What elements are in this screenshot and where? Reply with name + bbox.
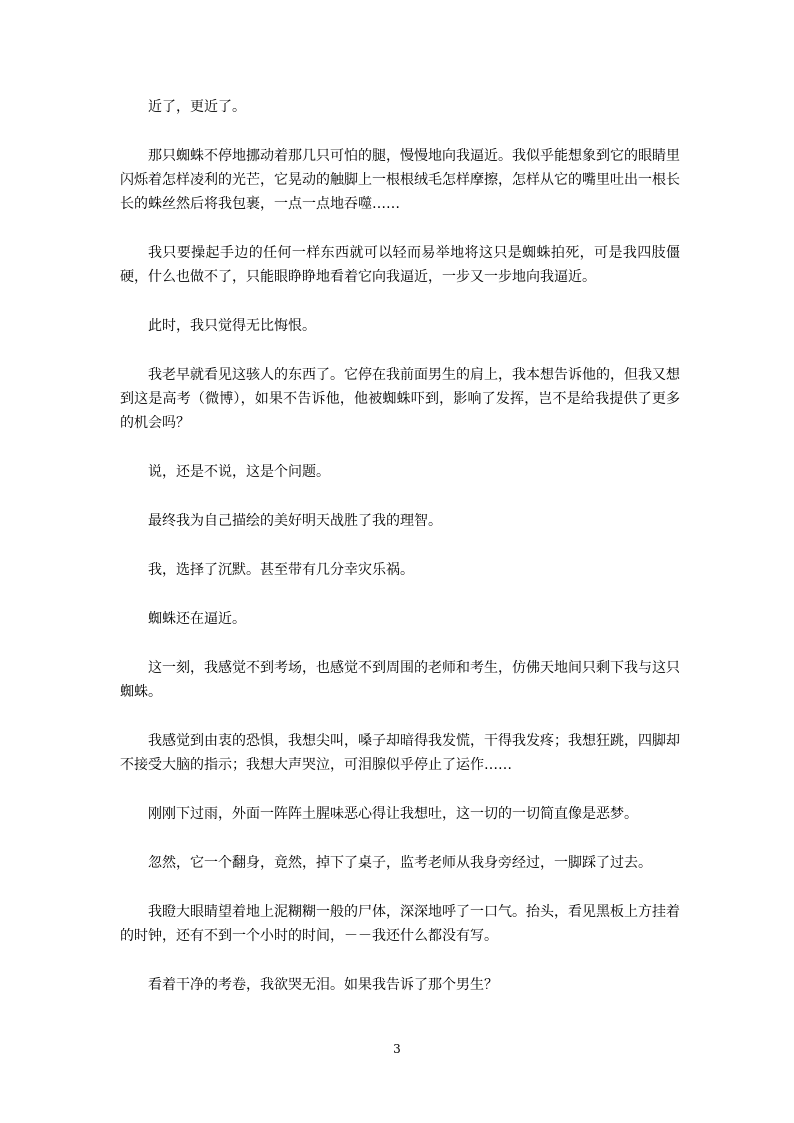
paragraph: 我瞪大眼睛望着地上泥糊糊一般的尸体，深深地呼了一口气。抬头，看见黑板上方挂着的时钟，还有不到一个小时的时间，－－我还什么都没有写。 xyxy=(120,904,680,944)
document-body xyxy=(120,95,680,1022)
page-number: 3 xyxy=(393,1042,401,1056)
paragraph: 最终我为自己描绘的美好明天战胜了我的理智。 xyxy=(148,513,442,529)
paragraph: 忽然，它一个翻身，竟然，掉下了桌子，监考老师从我身旁经过，一脚踩了过去。 xyxy=(148,855,652,871)
paragraph: 我感觉到由衷的恐惧，我想尖叫，嗓子却暗得我发慌，干得我发疼；我想狂跳，四脚却不接受大脑的指示；我想大声哭泣，可泪腺似乎停止了运作…… xyxy=(120,733,680,773)
paragraph: 近了，更近了。 xyxy=(148,99,246,115)
paragraph: 此时，我只觉得无比悔恨。 xyxy=(148,318,316,334)
paragraph: 这一刻，我感觉不到考场，也感觉不到周围的老师和考生，仿佛天地间只剩下我与这只蜘蛛。 xyxy=(120,660,680,700)
paragraph: 那只蜘蛛不停地挪动着那几只可怕的腿，慢慢地向我逼近。我似乎能想象到它的眼睛里闪烁着怎样凌利的光芒，它晃动的触脚上一根根绒毛怎样摩擦，怎样从它的嘴里吐出一根长长的蛛丝然后将我包裹，一点一点地吞噬…… xyxy=(120,148,680,212)
paragraph: 刚刚下过雨，外面一阵阵土腥味恶心得让我想吐，这一切的一切简直像是恶梦。 xyxy=(148,806,638,822)
paragraph: 我老早就看见这骇人的东西了。它停在我前面男生的肩上，我本想告诉他的，但我又想到这是高考（微博），如果不告诉他，他被蜘蛛吓到，影响了发挥，岂不是给我提供了更多的机会吗？ xyxy=(120,367,680,431)
paragraph: 我，选择了沉默。甚至带有几分幸灾乐祸。 xyxy=(148,562,414,578)
paragraph: 蜘蛛还在逼近。 xyxy=(148,611,246,627)
paragraph: 我只要操起手边的任何一样东西就可以轻而易举地将这只是蜘蛛拍死，可是我四肢僵硬，什么也做不了，只能眼睁睁地看着它向我逼近，一步又一步地向我逼近。 xyxy=(120,245,680,285)
paragraph: 说，还是不说，这是个问题。 xyxy=(148,464,330,480)
paragraph: 看着干净的考卷，我欲哭无泪。如果我告诉了那个男生？ xyxy=(148,977,498,993)
